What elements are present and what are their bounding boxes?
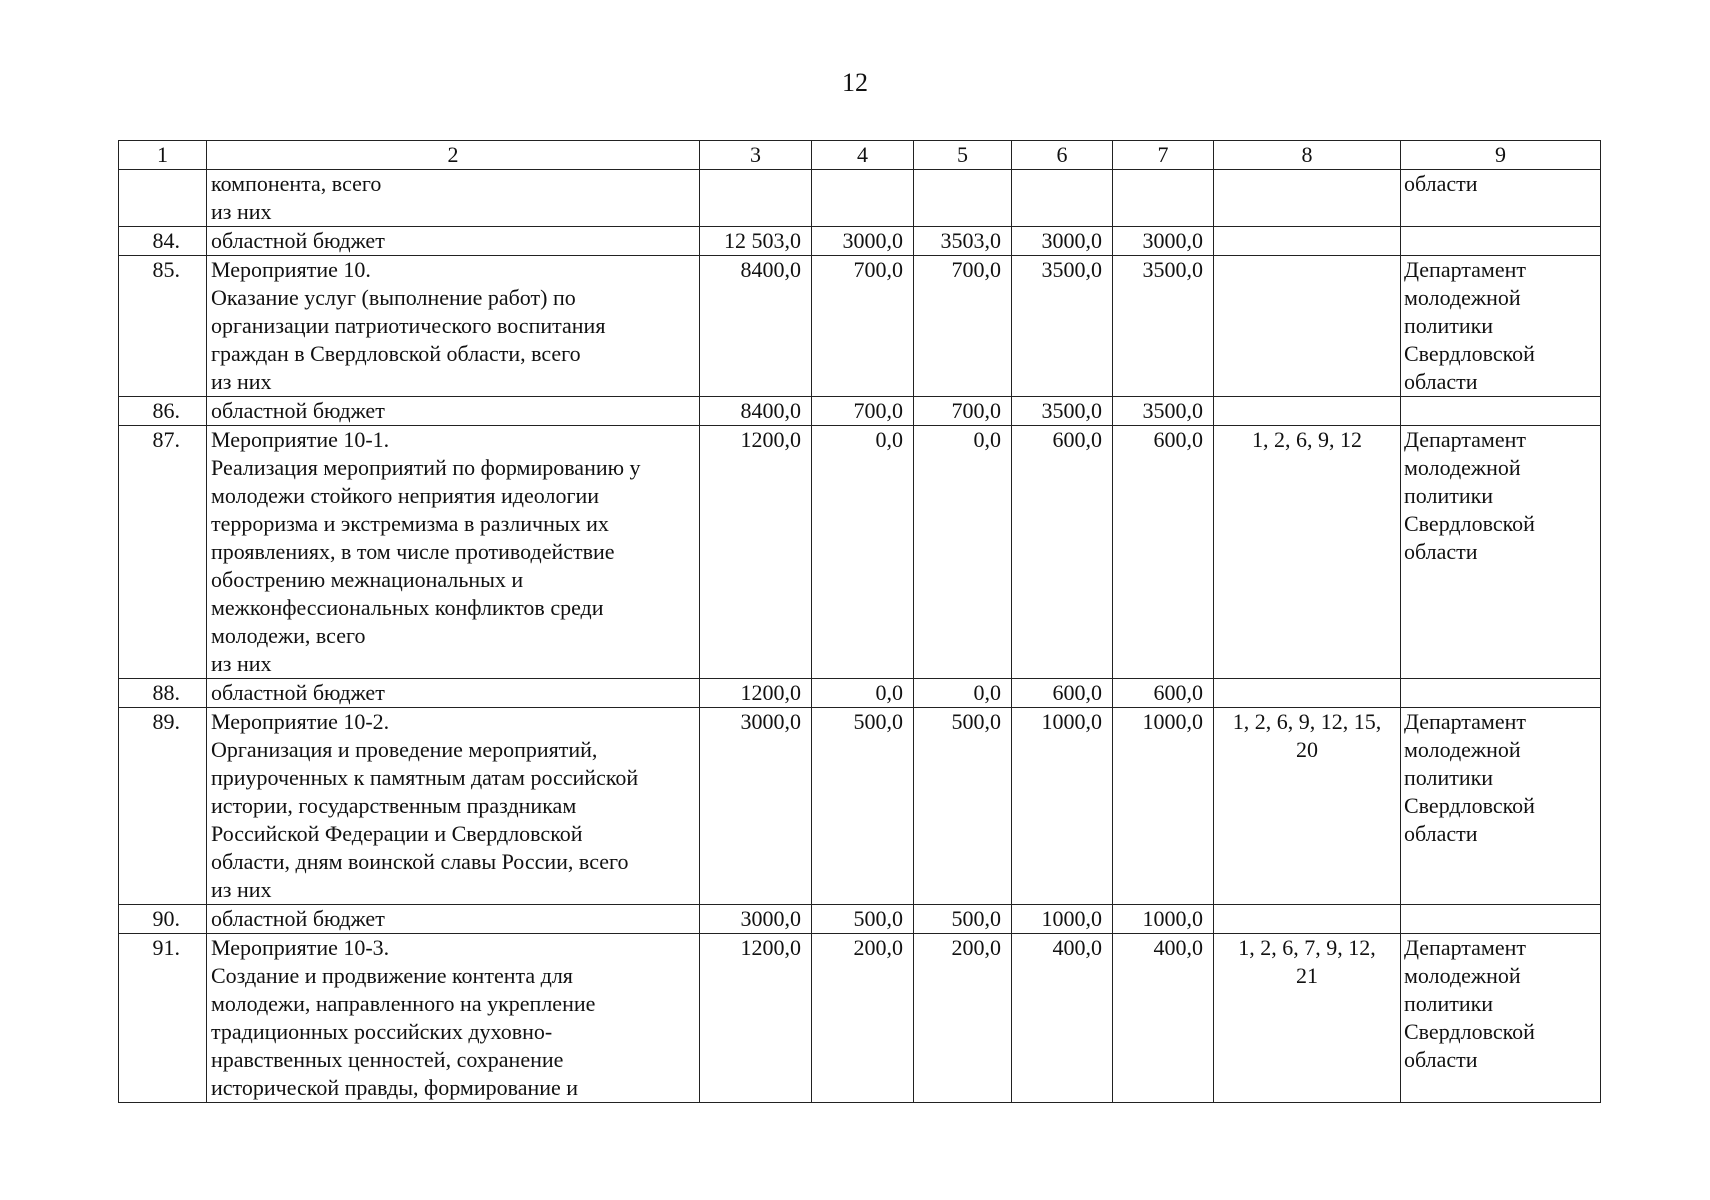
activity-name-line: межконфессиональных конфликтов среди: [211, 595, 604, 620]
amount-c3: 8400,0: [700, 256, 812, 397]
amount-c4: 200,0: [812, 934, 914, 1103]
amount-c5: 500,0: [914, 708, 1012, 905]
row-number: 84.: [119, 227, 207, 256]
activity-name: [207, 426, 700, 679]
responsible-executor-line: политики: [1404, 313, 1494, 338]
responsible-executor-line: политики: [1404, 483, 1494, 508]
column-header: 8: [1214, 141, 1401, 170]
activity-name-line: областной бюджет: [211, 906, 385, 931]
activity-name-line: проявлениях, в том числе противодействие: [211, 539, 615, 564]
amount-c3: 8400,0: [700, 397, 812, 426]
table-row: [119, 227, 1601, 256]
header-row: [119, 141, 1601, 170]
activity-name: [207, 905, 700, 934]
amount-c4: [812, 170, 914, 227]
responsible-executor: [1401, 905, 1601, 934]
activity-name-line: молодежи, направленного на укрепление: [211, 991, 596, 1016]
amount-c7: 1000,0: [1113, 708, 1214, 905]
target-indicators: [1214, 227, 1401, 256]
activity-name-line: Оказание услуг (выполнение работ) по: [211, 285, 576, 310]
table-row: [119, 708, 1601, 905]
responsible-executor-line: Свердловской: [1404, 1019, 1535, 1044]
activity-name-line: из них: [211, 369, 272, 394]
responsible-executor-line: области: [1404, 539, 1478, 564]
activity-name-line: из них: [211, 651, 272, 676]
budget-table: [118, 140, 1601, 1103]
activity-name-line: обострению межнациональных и: [211, 567, 524, 592]
amount-c6: [1012, 170, 1113, 227]
amount-c7: [1113, 170, 1214, 227]
activity-name-line: приуроченных к памятным датам российской: [211, 765, 639, 790]
amount-c5: 200,0: [914, 934, 1012, 1103]
target-indicators: [1214, 679, 1401, 708]
responsible-executor: [1401, 708, 1601, 905]
table-row: [119, 397, 1601, 426]
activity-name-line: истории, государственным праздникам: [211, 793, 577, 818]
amount-c7: 600,0: [1113, 426, 1214, 679]
target-indicators: [1214, 397, 1401, 426]
responsible-executor-line: молодежной: [1404, 455, 1521, 480]
responsible-executor-line: Департамент: [1404, 935, 1527, 960]
amount-c3: 3000,0: [700, 708, 812, 905]
responsible-executor-line: Департамент: [1404, 709, 1527, 734]
row-number: 86.: [119, 397, 207, 426]
activity-name-line: Реализация мероприятий по формированию у: [211, 455, 641, 480]
amount-c4: 3000,0: [812, 227, 914, 256]
activity-name-line: Мероприятие 10.: [211, 257, 371, 282]
activity-name-line: Создание и продвижение контента для: [211, 963, 573, 988]
amount-c4: 500,0: [812, 708, 914, 905]
amount-c3: 3000,0: [700, 905, 812, 934]
activity-name-line: Мероприятие 10-3.: [211, 935, 390, 960]
amount-c5: 3503,0: [914, 227, 1012, 256]
amount-c6: 600,0: [1012, 426, 1113, 679]
row-number: 90.: [119, 905, 207, 934]
row-number: 87.: [119, 426, 207, 679]
target-indicators-line: 1, 2, 6, 9, 12: [1252, 427, 1362, 452]
target-indicators-line: 1, 2, 6, 9, 12, 15,: [1232, 709, 1382, 734]
table-row: [119, 934, 1601, 1103]
activity-name-line: Организация и проведение мероприятий,: [211, 737, 598, 762]
activity-name-line: исторической правды, формирование и: [211, 1075, 579, 1100]
activity-name: [207, 256, 700, 397]
activity-name: [207, 170, 700, 227]
amount-c7: 400,0: [1113, 934, 1214, 1103]
amount-c6: 400,0: [1012, 934, 1113, 1103]
amount-c6: 3500,0: [1012, 256, 1113, 397]
amount-c7: 3500,0: [1113, 256, 1214, 397]
responsible-executor: [1401, 679, 1601, 708]
responsible-executor: [1401, 227, 1601, 256]
activity-name: [207, 934, 700, 1103]
activity-name-line: компонента, всего: [211, 171, 382, 196]
amount-c4: 0,0: [812, 426, 914, 679]
target-indicators-line: 20: [1296, 737, 1318, 762]
responsible-executor-line: области: [1404, 171, 1478, 196]
activity-name-line: граждан в Свердловской области, всего: [211, 341, 581, 366]
activity-name-line: из них: [211, 199, 272, 224]
table-row: [119, 256, 1601, 397]
activity-name: [207, 708, 700, 905]
activity-name-line: Российской Федерации и Свердловской: [211, 821, 583, 846]
amount-c3: [700, 170, 812, 227]
row-number: 89.: [119, 708, 207, 905]
table-row: [119, 905, 1601, 934]
amount-c6: 3000,0: [1012, 227, 1113, 256]
activity-name-line: Мероприятие 10-2.: [211, 709, 390, 734]
amount-c5: 700,0: [914, 256, 1012, 397]
amount-c5: 700,0: [914, 397, 1012, 426]
responsible-executor-line: Департамент: [1404, 257, 1527, 282]
column-header: 1: [119, 141, 207, 170]
responsible-executor: [1401, 256, 1601, 397]
amount-c5: 0,0: [914, 426, 1012, 679]
activity-name: [207, 397, 700, 426]
responsible-executor-line: Свердловской: [1404, 793, 1535, 818]
target-indicators: [1214, 256, 1401, 397]
responsible-executor-line: молодежной: [1404, 285, 1521, 310]
responsible-executor-line: области: [1404, 1047, 1478, 1072]
amount-c6: 1000,0: [1012, 905, 1113, 934]
amount-c3: 1200,0: [700, 679, 812, 708]
row-number: 88.: [119, 679, 207, 708]
amount-c7: 3000,0: [1113, 227, 1214, 256]
activity-name-line: традиционных российских духовно-: [211, 1019, 553, 1044]
responsible-executor: [1401, 934, 1601, 1103]
target-indicators: [1214, 426, 1401, 679]
amount-c6: 1000,0: [1012, 708, 1113, 905]
activity-name: [207, 679, 700, 708]
responsible-executor-line: Свердловской: [1404, 341, 1535, 366]
responsible-executor-line: молодежной: [1404, 737, 1521, 762]
responsible-executor-line: молодежной: [1404, 963, 1521, 988]
responsible-executor: [1401, 426, 1601, 679]
target-indicators: [1214, 905, 1401, 934]
table-row: [119, 170, 1601, 227]
activity-name-line: молодежи стойкого неприятия идеологии: [211, 483, 600, 508]
page-number: 12: [842, 68, 868, 97]
amount-c6: 3500,0: [1012, 397, 1113, 426]
amount-c4: 500,0: [812, 905, 914, 934]
column-header: 5: [914, 141, 1012, 170]
column-header: 6: [1012, 141, 1113, 170]
responsible-executor-line: политики: [1404, 765, 1494, 790]
activity-name: [207, 227, 700, 256]
activity-name-line: организации патриотического воспитания: [211, 313, 606, 338]
activity-name-line: областной бюджет: [211, 680, 385, 705]
column-header: 3: [700, 141, 812, 170]
activity-name-line: областной бюджет: [211, 398, 385, 423]
activity-name-line: областной бюджет: [211, 228, 385, 253]
amount-c4: 0,0: [812, 679, 914, 708]
responsible-executor: [1401, 397, 1601, 426]
activity-name-line: из них: [211, 877, 272, 902]
activity-name-line: нравственных ценностей, сохранение: [211, 1047, 564, 1072]
row-number: 91.: [119, 934, 207, 1103]
column-header: 2: [207, 141, 700, 170]
amount-c4: 700,0: [812, 397, 914, 426]
target-indicators-line: 21: [1296, 963, 1318, 988]
target-indicators: [1214, 934, 1401, 1103]
amount-c4: 700,0: [812, 256, 914, 397]
amount-c3: 1200,0: [700, 934, 812, 1103]
amount-c7: 3500,0: [1113, 397, 1214, 426]
column-header: 7: [1113, 141, 1214, 170]
responsible-executor: [1401, 170, 1601, 227]
column-header: 4: [812, 141, 914, 170]
target-indicators: [1214, 708, 1401, 905]
table-row: [119, 426, 1601, 679]
activity-name-line: Мероприятие 10-1.: [211, 427, 390, 452]
row-number: 85.: [119, 256, 207, 397]
table-row: [119, 679, 1601, 708]
activity-name-line: терроризма и экстремизма в различных их: [211, 511, 609, 536]
row-number: [119, 170, 207, 227]
amount-c7: 1000,0: [1113, 905, 1214, 934]
responsible-executor-line: области: [1404, 821, 1478, 846]
amount-c5: 500,0: [914, 905, 1012, 934]
amount-c7: 600,0: [1113, 679, 1214, 708]
amount-c5: [914, 170, 1012, 227]
amount-c3: 1200,0: [700, 426, 812, 679]
activity-name-line: молодежи, всего: [211, 623, 366, 648]
responsible-executor-line: области: [1404, 369, 1478, 394]
column-header: 9: [1401, 141, 1601, 170]
amount-c3: 12 503,0: [700, 227, 812, 256]
activity-name-line: области, дням воинской славы России, всего: [211, 849, 629, 874]
target-indicators-line: 1, 2, 6, 7, 9, 12,: [1238, 935, 1376, 960]
amount-c5: 0,0: [914, 679, 1012, 708]
responsible-executor-line: Департамент: [1404, 427, 1527, 452]
responsible-executor-line: Свердловской: [1404, 511, 1535, 536]
responsible-executor-line: политики: [1404, 991, 1494, 1016]
amount-c6: 600,0: [1012, 679, 1113, 708]
target-indicators: [1214, 170, 1401, 227]
